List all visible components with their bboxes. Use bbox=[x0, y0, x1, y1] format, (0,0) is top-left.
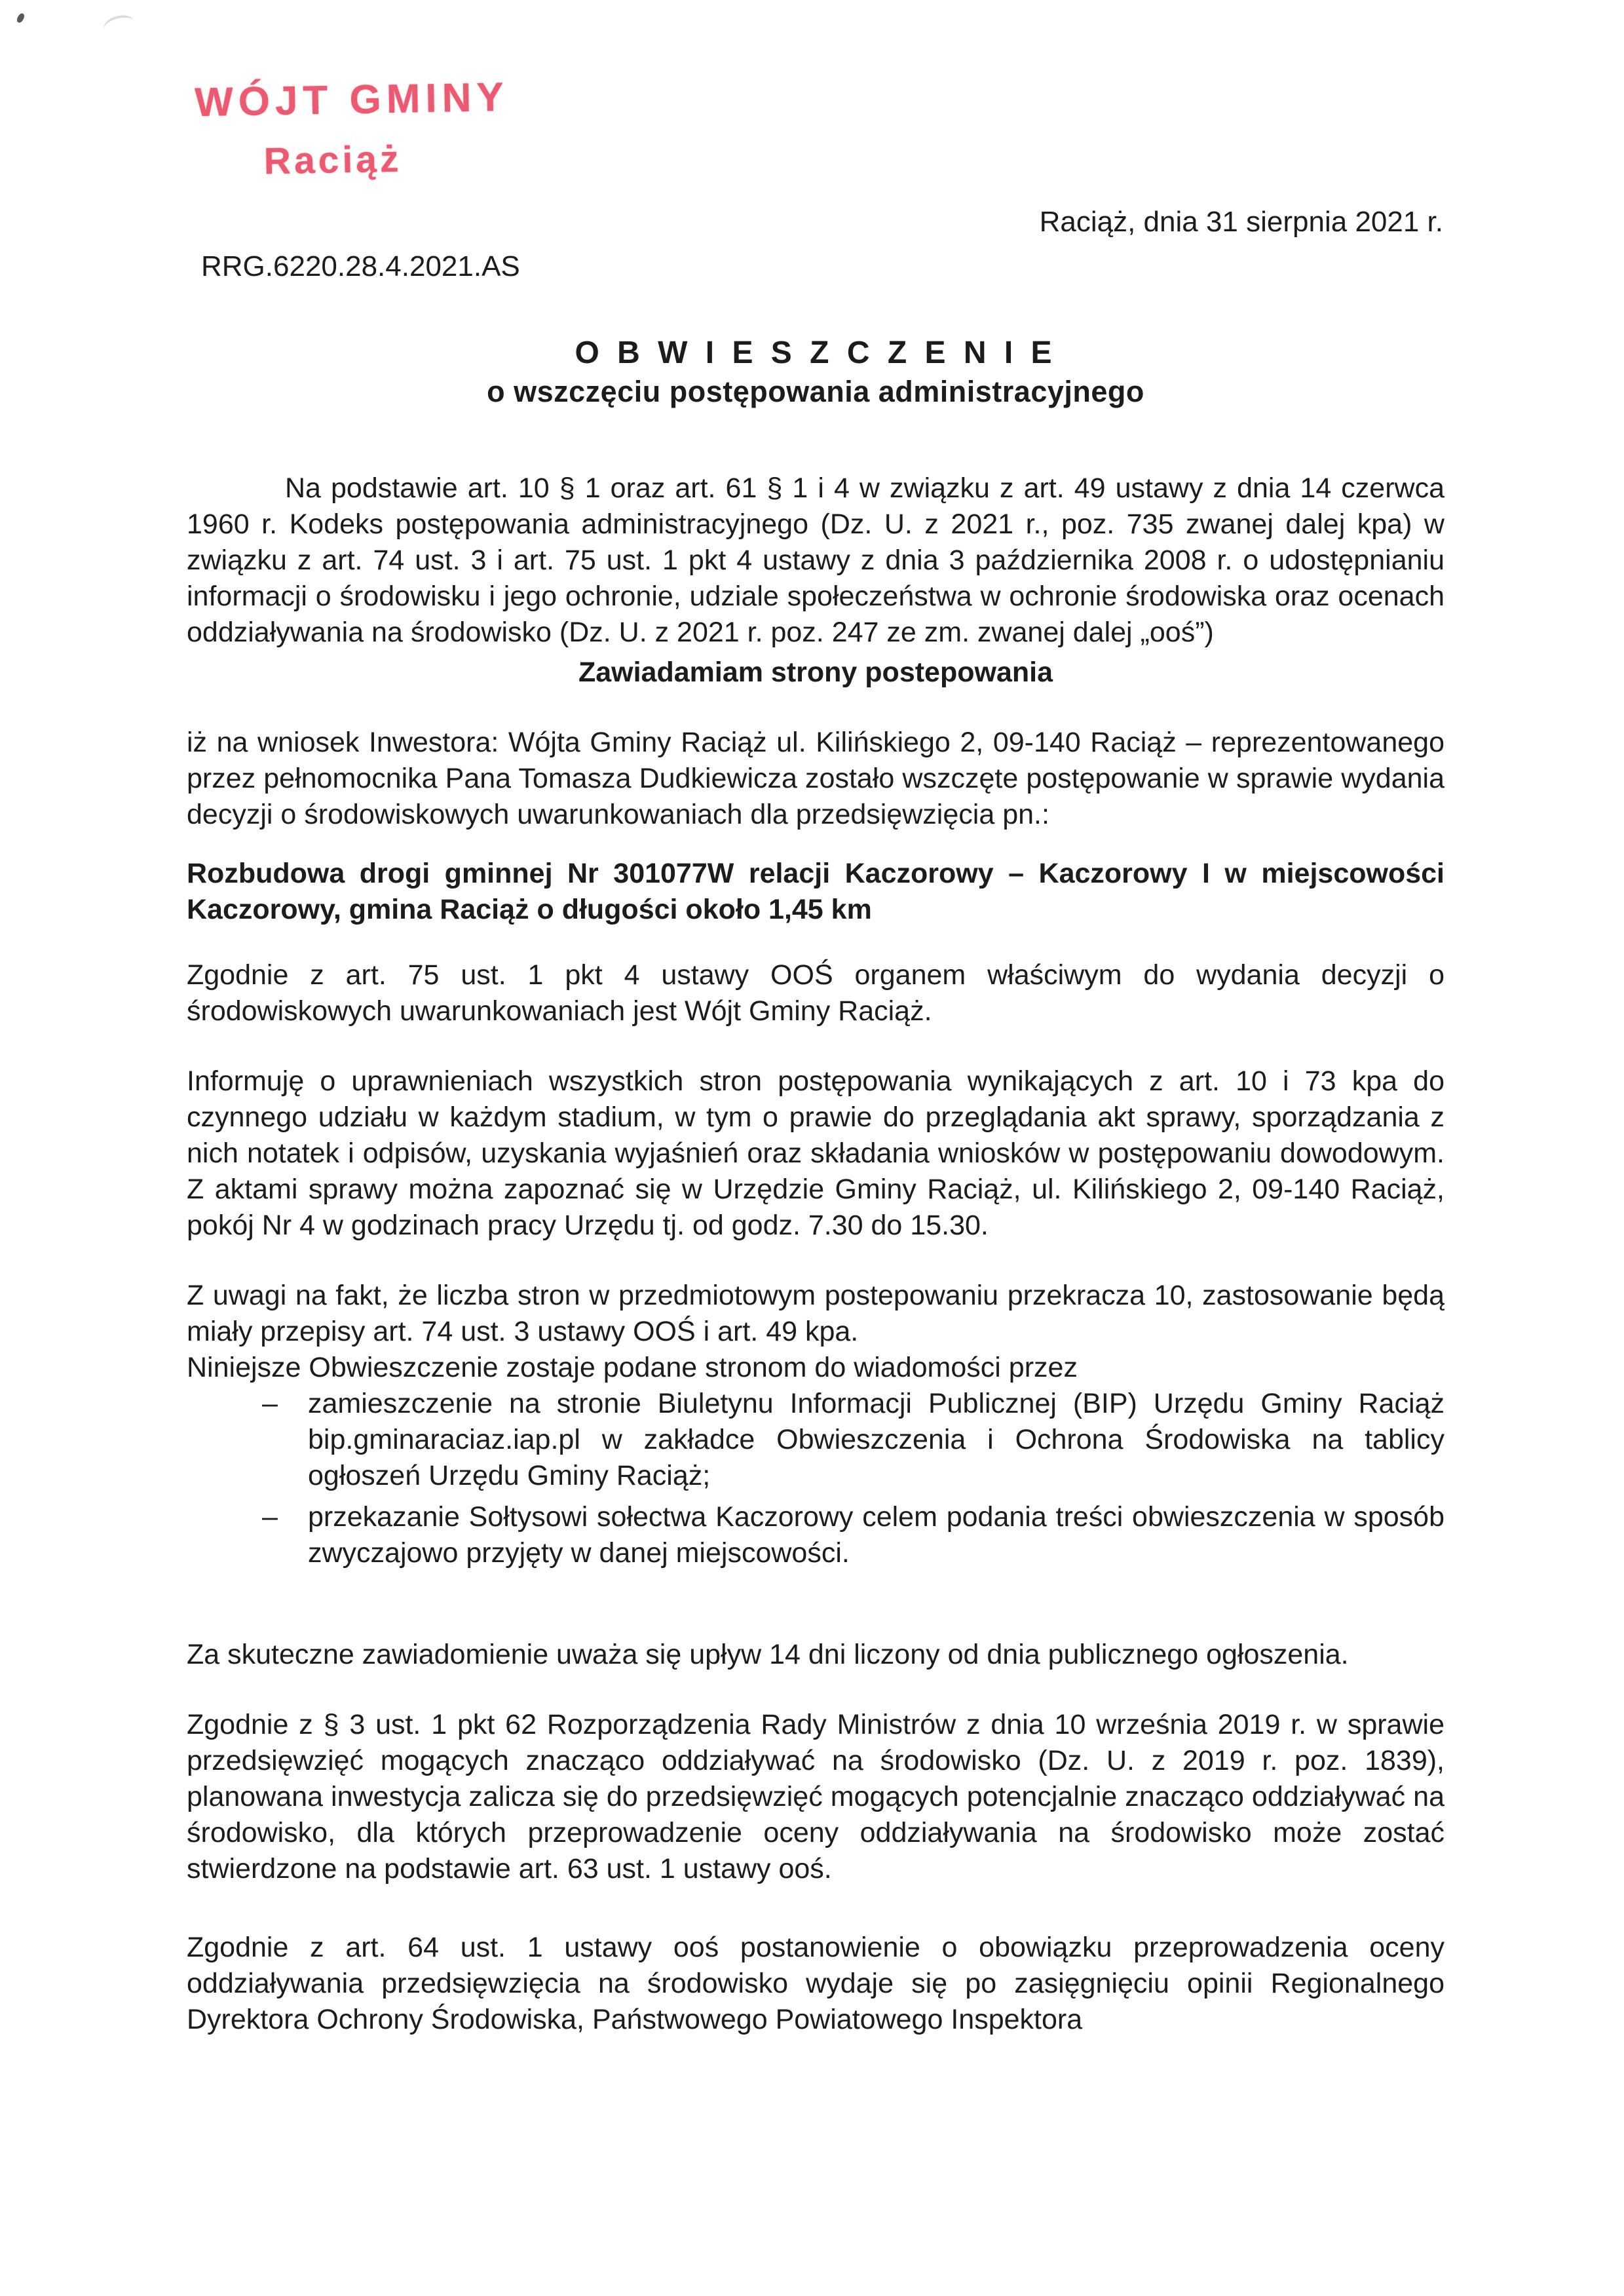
paragraph-effective-notice: Za skuteczne zawiadomienie uważa się upływ 14 dni liczony od dnia publicznego ogłoszenia. bbox=[187, 1639, 1349, 1670]
document-subtitle: o wszczęciu postępowania administracyjnego bbox=[487, 375, 1144, 408]
office-stamp bbox=[194, 74, 510, 183]
paragraph-legal-basis: Na podstawie art. 10 § 1 oraz art. 61 § 1 i 4 w związku z art. 49 ustawy z dnia 14 czerwca 1960 r. Kodeks postępowania administracyjnego (Dz. U. z 2021 r., poz. 735 zwanej dalej kpa) w związku z art. 74 ust. 3 i art. 75 ust. 1 pkt 4 ustawy z dnia 3 października 2008 r. o udostępnianiu informacji o środowisku i jego ochronie, udziale społeczeństwa w ochronie środowiska oraz ocenach oddziaływania na środowisko (Dz. U. z 2021 r. poz. 247 ze zm. zwanej dalej „ooś”) bbox=[187, 472, 1445, 648]
document-body bbox=[187, 334, 1445, 2038]
document-title: O B W I E S Z C Z E N I E bbox=[575, 335, 1057, 370]
announcement-methods-list bbox=[187, 1386, 1445, 1571]
paragraph-request: iż na wniosek Inwestora: Wójta Gminy Raciąż ul. Kilińskiego 2, 09-140 Raciąż – reprezentowanego przez pełnomocnika Pana Tomasza Dudkiewicza zostało wszczęte postępowanie w sprawie wydania decyzji o środowiskowych uwarunkowaniach dla przedsięwzięcia pn.: bbox=[187, 727, 1445, 830]
notice-heading: Zawiadamiam strony postepowania bbox=[578, 657, 1053, 688]
paragraph-announcement-intro: Niniejsze Obwieszczenie zostaje podane stronom do wiadomości przez bbox=[187, 1352, 1078, 1383]
paragraph-opinion: Zgodnie z art. 64 ust. 1 ustawy ooś postanowienie o obowiązku przeprowadzenia oceny oddziaływania przedsięwzięcia na środowisko wydaje się po zasięgnięciu opinii Regionalnego Dyrektora Ochrony Środowiska, Państwowego Powiatowego Inspektora bbox=[187, 1932, 1445, 2035]
list-item bbox=[187, 1499, 1445, 1571]
paragraph-parties-count: Z uwagi na fakt, że liczba stron w przedmiotowym postepowaniu przekracza 10, zastosowanie będą miały przepisy art. 74 ust. 3 ustawy OOŚ i art. 49 kpa. bbox=[187, 1280, 1445, 1347]
scan-artifact-squiggle bbox=[102, 12, 137, 39]
dash-bullet: – bbox=[262, 1388, 278, 1419]
paragraph-authority: Zgodnie z art. 75 ust. 1 pkt 4 ustawy OOŚ organem właściwym do wydania decyzji o środowiskowych uwarunkowaniach jest Wójt Gminy Raciąż. bbox=[187, 959, 1445, 1027]
stamp-town-name: Raciąż bbox=[263, 138, 402, 183]
date-line: Raciąż, dnia 31 sierpnia 2021 r. bbox=[1039, 206, 1443, 238]
scan-artifact-dot bbox=[16, 12, 26, 24]
list-item-text: zamieszczenie na stronie Biuletynu Informacji Publicznej (BIP) Urzędu Gminy Raciąż bip.gminaraciaz.iap.pl w zakładce Obwieszczenia i Ochrona Środowiska na tablicy ogłoszeń Urzędu Gminy Raciąż; bbox=[308, 1388, 1445, 1491]
list-item-text: przekazanie Sołtysowi sołectwa Kaczorowy celem podania treści obwieszczenia w sposób zwyczajowo przyjęty w danej miejscowości. bbox=[308, 1501, 1445, 1569]
reference-number: RRG.6220.28.4.2021.AS bbox=[201, 250, 520, 282]
stamp-office-name: WÓJT GMINY bbox=[194, 74, 510, 126]
dash-bullet: – bbox=[262, 1501, 278, 1533]
paragraph-rights: Informuję o uprawnieniach wszystkich stron postępowania wynikających z art. 10 i 73 kpa do czynnego udziału w każdym stadium, w tym o prawie do przeglądania akt sprawy, sporządzania z nich notatek i odpisów, uzyskania wyjaśnień oraz składania wniosków w postępowaniu dowodowym. Z aktami sprawy można zapoznać się w Urzędzie Gminy Raciąż, ul. Kilińskiego 2, 09-140 Raciąż, pokój Nr 4 w godzinach pracy Urzędu tj. od godz. 7.30 do 15.30. bbox=[187, 1065, 1445, 1241]
paragraph-project-title: Rozbudowa drogi gminnej Nr 301077W relacji Kaczorowy – Kaczorowy I w miejscowości Kaczorowy, gmina Raciąż o długości około 1,45 km bbox=[187, 858, 1445, 925]
paragraph-regulation: Zgodnie z § 3 ust. 1 pkt 62 Rozporządzenia Rady Ministrów z dnia 10 września 2019 r. w sprawie przedsięwzięć mogących znacząco oddziaływać na środowisko (Dz. U. z 2019 r. poz. 1839), planowana inwestycja zalicza się do przedsięwzięć mogących potencjalnie znacząco oddziaływać na środowisko, dla których przeprowadzenie oceny oddziaływania na środowisko może zostać stwierdzone na podstawie art. 63 ust. 1 ustawy ooś. bbox=[187, 1709, 1445, 1885]
list-item bbox=[187, 1386, 1445, 1494]
